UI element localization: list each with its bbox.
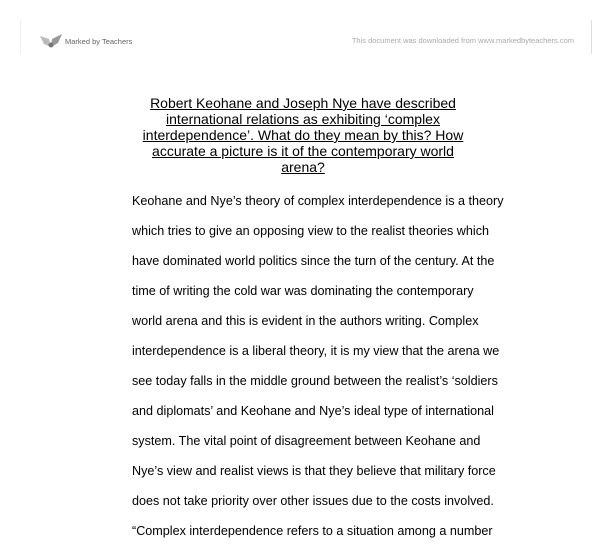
body-line: which tries to give an opposing view to the realist theories which [132,224,490,238]
body-line: system. The vital point of disagreement between Keohane and [132,434,481,448]
title-line: international relations as exhibiting ‘complex [166,111,440,127]
document-title [130,95,476,175]
body-line: interdependence is a liberal theory, it is my view that the arena we [132,344,500,358]
body-line: “Complex interdependence refers to a situation among a number [132,524,493,538]
title-line: Robert Keohane and Joseph Nye have described [150,95,456,111]
document-body [132,186,512,546]
body-line: does not take priority over other issues due to the costs involved. [132,494,494,508]
body-line: see today falls in the middle ground between the realist’s ‘soldiers [132,374,498,388]
body-line: and diplomats’ and Keohane and Nye’s ideal type of international [132,404,494,418]
logo-icon [40,34,62,48]
title-line: accurate a picture is it of the contemporary world arena? [152,143,454,175]
body-line: Nye’s view and realist views is that they believe that military force [132,464,496,478]
title-line: interdependence’. What do they mean by this? How [142,127,464,143]
body-line: have dominated world politics since the turn of the century. At the [132,254,495,268]
body-line: time of writing the cold war was dominating the contemporary [132,284,474,298]
download-note: This document was downloaded from www.markedbyteachers.com [351,36,574,45]
logo-text: Marked by Teachers [65,36,133,46]
logo [40,34,132,48]
body-line: world arena and this is evident in the authors writing. Complex [132,314,479,328]
body-line: Keohane and Nye’s theory of complex interdependence is a theory [132,194,504,208]
